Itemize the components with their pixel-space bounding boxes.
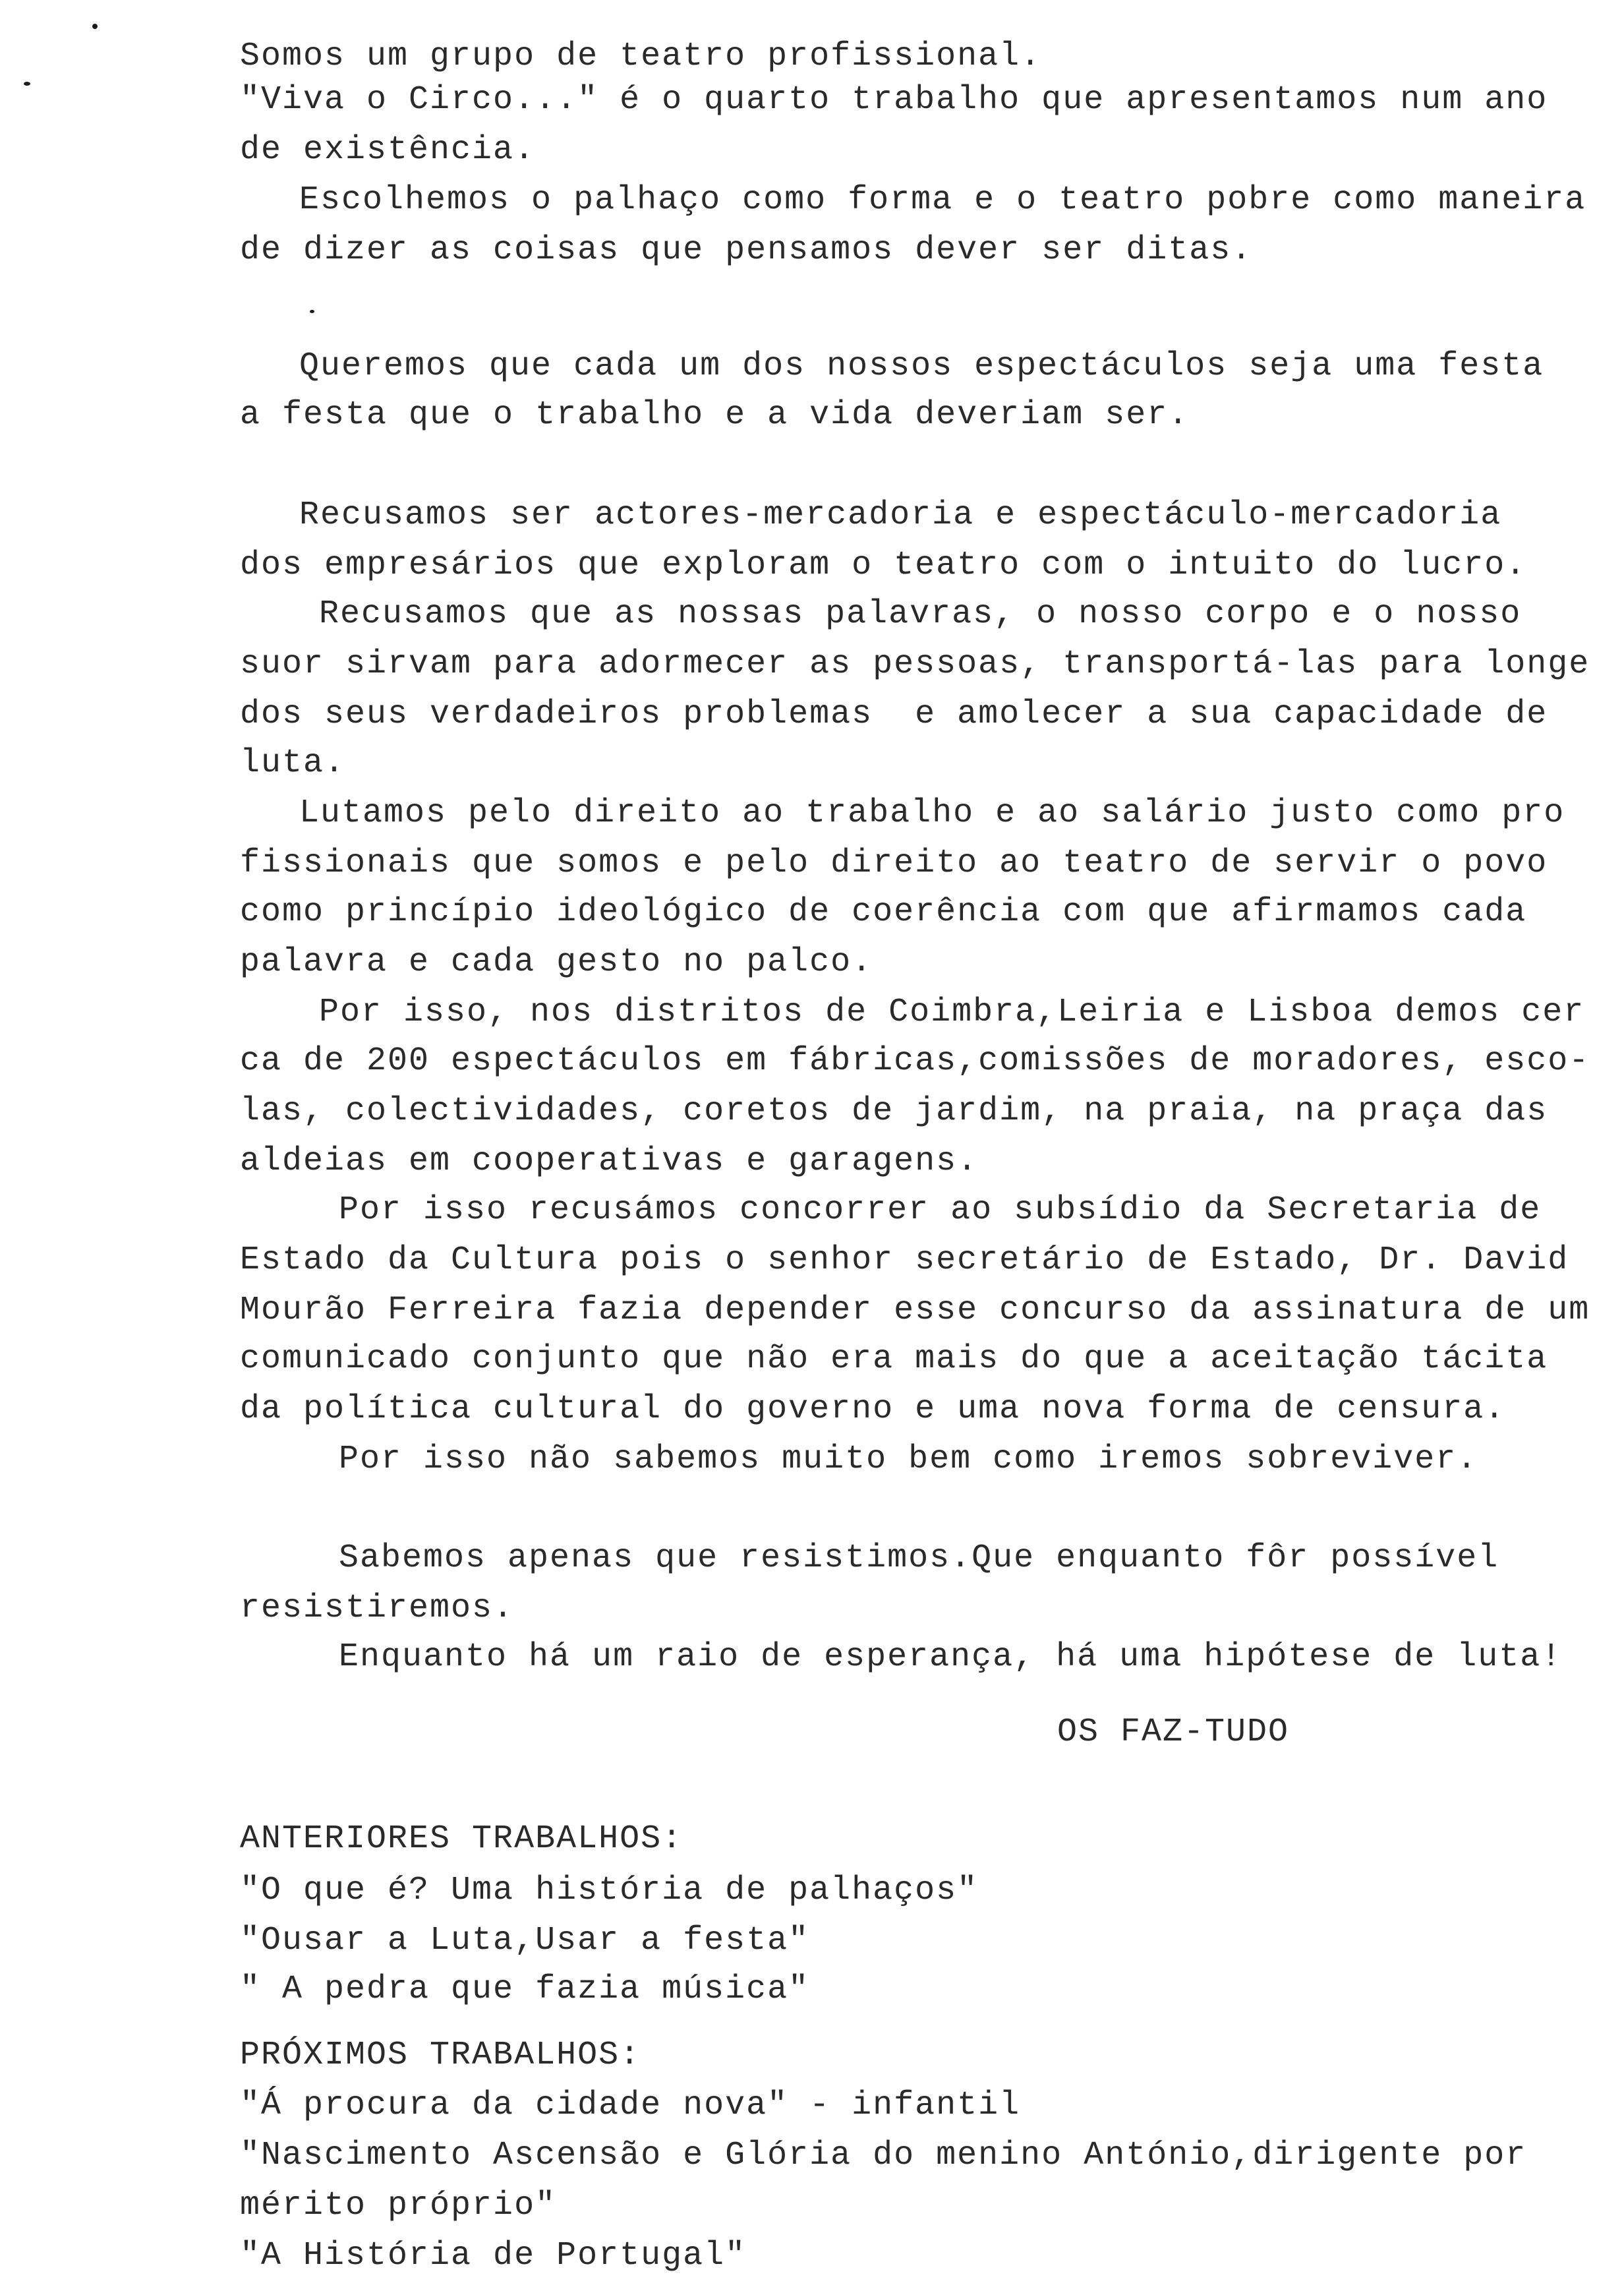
text-line: "Viva o Circo..." é o quarto trabalho que apresentamos num ano [240, 81, 1548, 119]
text-line: resistiremos. [240, 1590, 515, 1627]
text-line: Por isso, nos distritos de Coimbra,Leiria e Lisboa demos cer [319, 994, 1585, 1031]
work-item: "Ousar a Luta,Usar a festa" [240, 1922, 810, 1959]
ink-speck [92, 24, 98, 29]
text-line: como princípio ideológico de coerência com que afirmamos cada [240, 893, 1527, 931]
text-line: palavra e cada gesto no palco. [240, 943, 873, 981]
text-line: suor sirvam para adormecer as pessoas, transportá-las para longe [240, 645, 1590, 683]
text-line: Somos um grupo de teatro profissional. [240, 38, 1042, 75]
signature: OS FAZ-TUDO [1057, 1713, 1290, 1751]
ink-speck [24, 82, 30, 86]
ink-speck [310, 310, 314, 313]
work-item: "Á procura da cidade nova" - infantil [240, 2087, 1021, 2124]
work-item: "Nascimento Ascensão e Glória do menino António,dirigente por [240, 2137, 1527, 2174]
work-item: "A História de Portugal" [240, 2237, 747, 2274]
text-line: Recusamos que as nossas palavras, o nosso corpo e o nosso [319, 595, 1522, 633]
text-line: Recusamos ser actores-mercadoria e espectáculo-mercadoria [299, 496, 1502, 534]
next-works-heading: PRÓXIMOS TRABALHOS: [240, 2036, 641, 2074]
text-line: comunicado conjunto que não era mais do que a aceitação tácita [240, 1340, 1548, 1378]
text-line: ca de 200 espectáculos em fábricas,comissões de moradores, esco- [240, 1042, 1590, 1080]
text-line: las, colectividades, coretos de jardim, na praia, na praça das [240, 1092, 1548, 1130]
text-line: dos seus verdadeiros problemas e amolecer a sua capacidade de [240, 696, 1548, 733]
text-line: aldeias em cooperativas e garagens. [240, 1143, 979, 1180]
text-line: Por isso não sabemos muito bem como iremos sobreviver. [339, 1441, 1478, 1478]
text-line: dos empresários que exploram o teatro com o intuito do lucro. [240, 547, 1527, 584]
text-line: Queremos que cada um dos nossos espectáculos seja uma festa [299, 347, 1544, 385]
work-item: "O que é? Uma história de palhaços" [240, 1872, 979, 1909]
text-line: Enquanto há um raio de esperança, há uma hipótese de luta! [339, 1638, 1563, 1676]
work-item: " A pedra que fazia música" [240, 1971, 810, 2008]
text-line: Sabemos apenas que resistimos.Que enquanto fôr possível [339, 1539, 1499, 1577]
previous-works-heading: ANTERIORES TRABALHOS: [240, 1820, 683, 1858]
text-line: Por isso recusámos concorrer ao subsídio da Secretaria de [339, 1191, 1542, 1229]
text-line: Mourão Ferreira fazia depender esse concurso da assinatura de um [240, 1292, 1590, 1329]
text-line: da política cultural do governo e uma nova forma de censura. [240, 1390, 1506, 1428]
text-line: fissionais que somos e pelo direito ao teatro de servir o povo [240, 845, 1548, 882]
text-line: Escolhemos o palhaço como forma e o teatro pobre como maneira [299, 181, 1586, 219]
text-line: luta. [240, 744, 346, 782]
work-item: mérito próprio" [240, 2187, 557, 2224]
text-line: de dizer as coisas que pensamos dever ser ditas. [240, 231, 1253, 269]
text-line: a festa que o trabalho e a vida deveriam ser. [240, 396, 1190, 434]
text-line: de existência. [240, 131, 536, 169]
text-line: Estado da Cultura pois o senhor secretário de Estado, Dr. David [240, 1241, 1569, 1279]
text-line: Lutamos pelo direito ao trabalho e ao salário justo como pro [299, 794, 1565, 832]
